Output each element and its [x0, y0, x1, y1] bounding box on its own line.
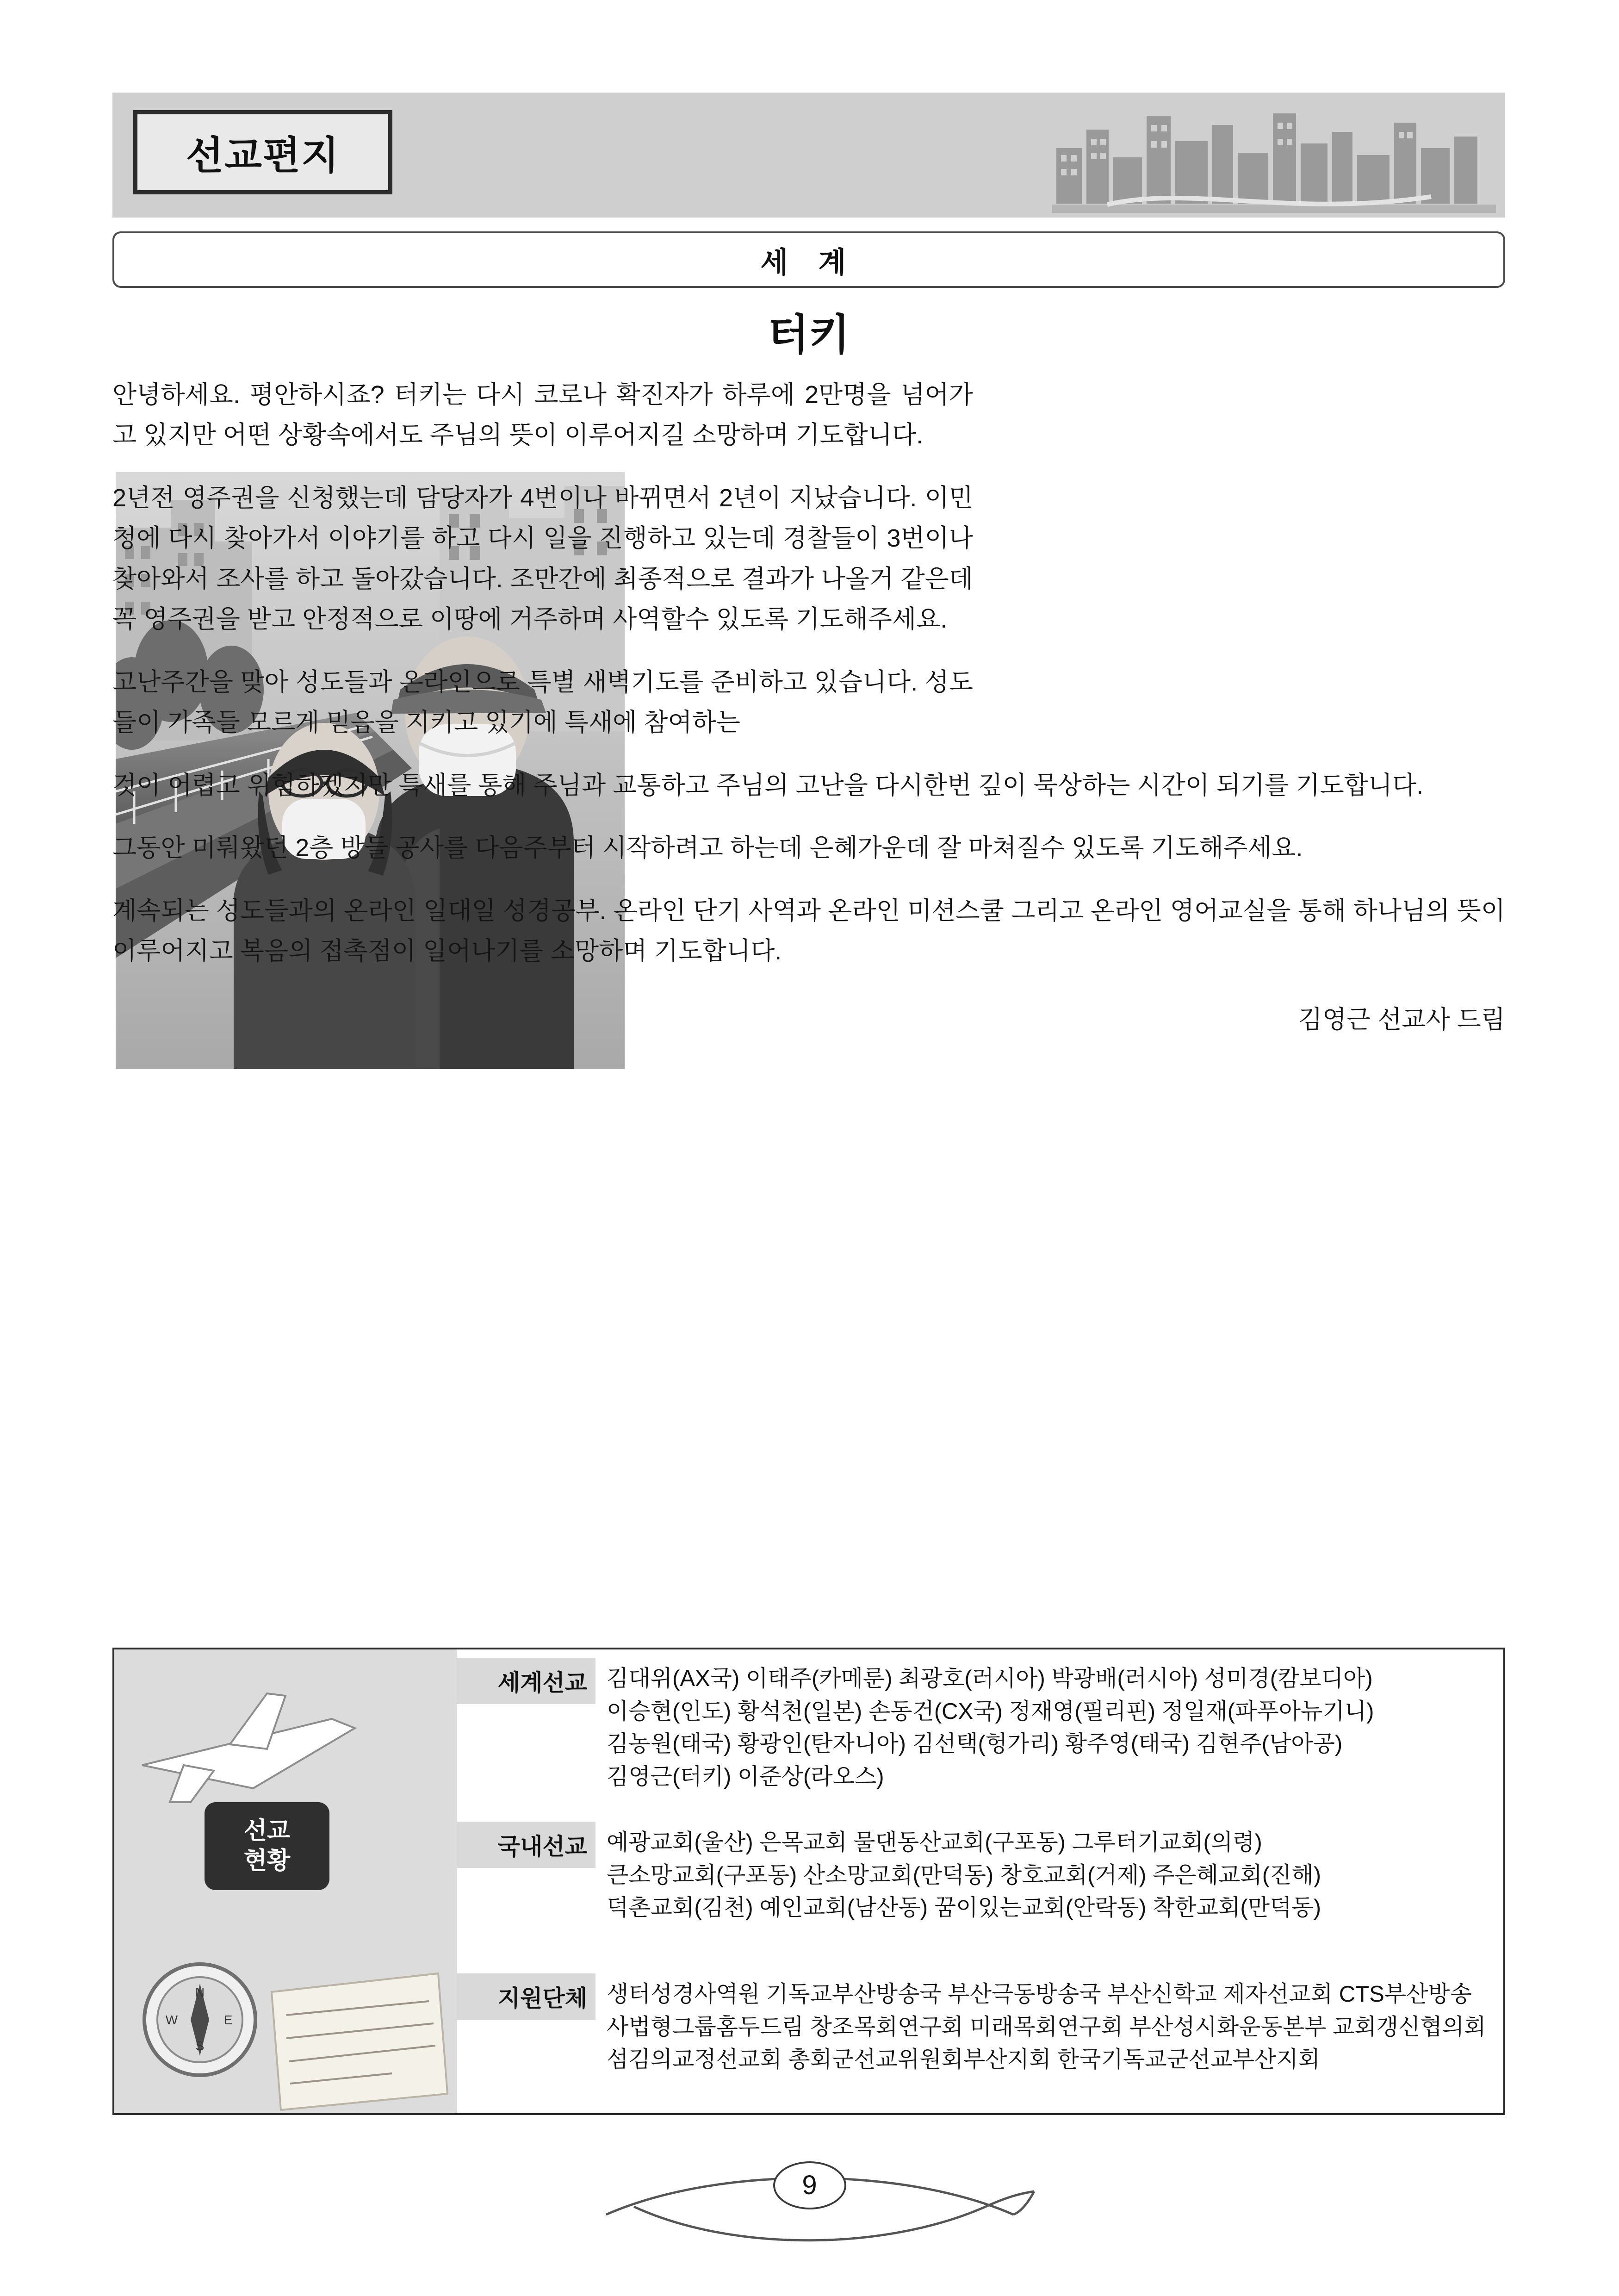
- row-line: 이승현(인도) 황석천(일본) 손동건(CX국) 정재영(필리핀) 정일재(파푸아뉴기니): [607, 1699, 1374, 1724]
- row-line: 덕촌교회(김천) 예인교회(남산동) 꿈이있는교회(안락동) 착한교회(만덕동): [607, 1895, 1321, 1921]
- page-title-text: 선교편지: [186, 133, 340, 177]
- article-paragraph: 고난주간을 맞아 성도들과 온라인으로 특별 새벽기도를 준비하고 있습니다. 성도들이 가족들 모르게 믿음을 지키고 있기에 특새에 참여하는: [112, 668, 973, 737]
- city-skyline-icon: [1052, 97, 1496, 213]
- mission-status-row-world: [457, 1658, 1503, 1798]
- row-line: 예광교회(울산) 은목교회 물댄동산교회(구포동) 그루터기교회(의령): [607, 1830, 1262, 1855]
- handwritten-note-photo: [272, 1973, 447, 2110]
- row-line: 김영근(터키) 이준상(라오스): [607, 1764, 884, 1789]
- mission-status-row-domestic: [457, 1822, 1503, 1929]
- row-body-world: [595, 1658, 1503, 1798]
- row-label-supporters: 지원단체: [457, 1973, 595, 2020]
- mission-status-decor: [114, 1649, 457, 2113]
- svg-text:W: W: [165, 2013, 178, 2027]
- article-paragraph: 계속되는 성도들과의 온라인 일대일 성경공부. 온라인 단기 사역과 온라인 미션스쿨 그리고 온라인 영어교실을 통해 하나님의 뜻이 이루어지고 복음의 접촉점이 일어나기를 소망하며 기도합니다.: [112, 896, 1506, 965]
- row-line: 생터성경사역원 기독교부산방송국 부산극동방송국 부산신학교 제자선교회 CTS부산방송: [607, 1982, 1472, 2007]
- row-body-supporters: [595, 1973, 1503, 2081]
- page-title: [133, 110, 392, 194]
- article-signature: 김영근 선교사 드림: [1298, 1005, 1505, 1033]
- svg-text:S: S: [195, 2039, 205, 2053]
- mission-status-badge-line2: 현황: [243, 1848, 291, 1874]
- mission-status-rows: [457, 1649, 1503, 2113]
- row-line: 김대위(AX국) 이태주(카메룬) 최광호(러시아) 박광배(러시아) 성미경(캄보디아): [607, 1666, 1373, 1691]
- section-header-world: [112, 231, 1505, 288]
- article-paragraph: 안녕하세요. 평안하시죠? 터키는 다시 코로나 확진자가 하루에 2만명을 넘어가고 있지만 어떤 상황속에서도 주님의 뜻이 이루어지길 소망하며 기도합니다.: [112, 381, 973, 449]
- row-line: 섬김의교정선교회 총회군선교위원회부산지회 한국기독교군선교부산지회: [607, 2047, 1320, 2072]
- page-number: 9: [773, 2161, 846, 2209]
- mission-status-badge: [205, 1802, 329, 1890]
- row-label-world: 세계선교: [457, 1658, 595, 1704]
- svg-text:E: E: [223, 2013, 233, 2027]
- section-header-label: 세 계: [760, 246, 857, 279]
- mission-status-box: [112, 1648, 1505, 2115]
- row-label-domestic: 국내선교: [457, 1822, 595, 1868]
- article-paragraph: 그동안 미뤄왔던 2층 방들 공사를 다음주부터 시작하려고 하는데 은혜가운데 잘 마쳐질수 있도록 기도해주세요.: [112, 834, 1303, 862]
- article-paragraph: 2년전 영주권을 신청했는데 담당자가 4번이나 바뀌면서 2년이 지났습니다. 이민청에 다시 찾아가서 이야기를 하고 다시 일을 진행하고 있는데 경찰들이 3번이나 찾아와서 조사를 하고 돌아갔습니다. 조만간에 최종적으로 결과가 나올거 같은데 꼭 영주권을 받고 안정적으로 이땅에 거주하며 사역할수 있도록 기도해주세요.: [112, 484, 973, 634]
- compass-photo: [144, 1964, 255, 2075]
- page-footer: [0, 2161, 1619, 2209]
- row-line: 사법형그룹홈두드림 창조목회연구회 미래목회연구회 부산성시화운동본부 교회갱신협의회: [607, 2014, 1486, 2040]
- mission-status-row-supporters: [457, 1973, 1503, 2081]
- country-title: 터키: [768, 311, 850, 359]
- row-body-domestic: [595, 1822, 1503, 1929]
- row-line: 김농원(태국) 황광인(탄자니아) 김선택(헝가리) 황주영(태국) 김현주(남아공): [607, 1731, 1343, 1757]
- svg-text:N: N: [195, 1985, 205, 1999]
- header-band: [112, 93, 1505, 218]
- row-line: 큰소망교회(구포동) 산소망교회(만덕동) 창호교회(거제) 주은혜교회(진해): [607, 1862, 1321, 1888]
- mission-status-badge-line1: 선교: [243, 1817, 291, 1844]
- article-body: [112, 375, 1505, 1040]
- article-paragraph: 것이 어렵고 위험하겠지만 특새를 통해 주님과 교통하고 주님의 고난을 다시한번 깊이 묵상하는 시간이 되기를 기도합니다.: [112, 771, 1424, 799]
